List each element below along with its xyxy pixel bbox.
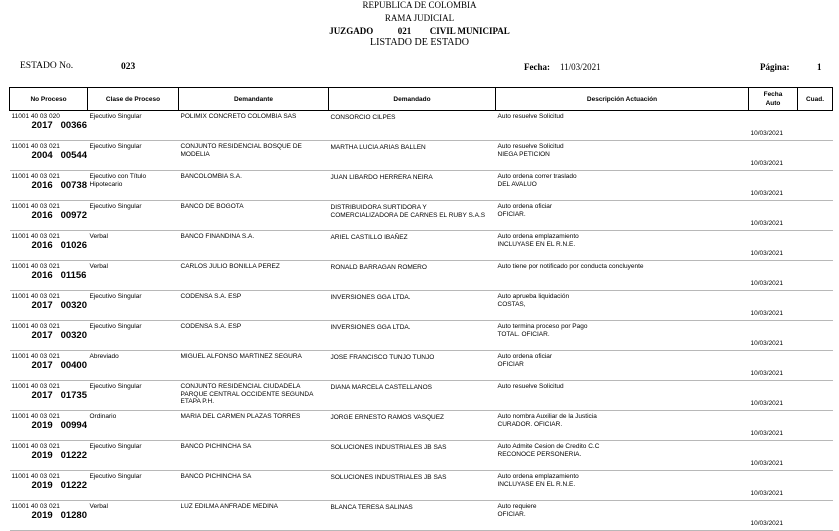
cell-cuad bbox=[798, 441, 833, 471]
proceso-numero: 00994 bbox=[60, 419, 87, 431]
cell-demandante: LUZ EDILMA ANFRADE MEDINA bbox=[179, 501, 329, 531]
proceso-radicado bbox=[12, 511, 86, 521]
header-branch: RAMA JUDICIAL bbox=[384, 13, 455, 23]
cell-demandado: JOSE FRANCISCO TUNJO TUNJO bbox=[329, 351, 496, 381]
cell-clase: Ejecutivo Singular bbox=[88, 111, 179, 141]
cell-proceso bbox=[10, 171, 88, 201]
proceso-radicado bbox=[12, 451, 86, 461]
cell-cuad bbox=[798, 411, 833, 441]
col-demandado: Demandado bbox=[329, 88, 496, 111]
col-clase: Clase de Proceso bbox=[88, 88, 179, 111]
actuacion-detalle: OFICIAR. bbox=[497, 210, 526, 218]
cell-demandado: CONSORCIO CILPES bbox=[329, 111, 496, 141]
proceso-anio: 2016 bbox=[31, 239, 53, 251]
cell-clase: Ejecutivo con Título Hipotecario bbox=[88, 171, 179, 201]
cell-fecha-auto: 10/03/2021 bbox=[749, 171, 798, 201]
estado-value: 023 bbox=[121, 62, 136, 72]
cell-demandante: BANCO FINANDINA S.A. bbox=[179, 231, 329, 261]
cell-cuad bbox=[798, 111, 833, 141]
estado-table bbox=[9, 87, 833, 531]
table-row bbox=[10, 111, 833, 141]
cell-demandante: CONJUNTO RESIDENCIAL BOSQUE DE MODELIA bbox=[179, 141, 329, 171]
court-number: 021 bbox=[397, 26, 412, 36]
cell-cuad bbox=[798, 141, 833, 171]
cell-clase: Ejecutivo Singular bbox=[88, 141, 179, 171]
cell-cuad bbox=[798, 261, 833, 291]
cell-fecha-auto: 10/03/2021 bbox=[749, 501, 798, 531]
table-row bbox=[10, 471, 833, 501]
table-row bbox=[10, 291, 833, 321]
cell-demandante: BANCO DE BOGOTA bbox=[179, 201, 329, 231]
proceso-numero: 01156 bbox=[60, 269, 87, 281]
cell-demandante: BANCOLOMBIA S.A. bbox=[179, 171, 329, 201]
cell-demandante: CODENSA S.A. ESP bbox=[179, 321, 329, 351]
cell-descripcion bbox=[496, 321, 749, 351]
cell-cuad bbox=[798, 381, 833, 411]
cell-demandante: BANCO PICHINCHA SA bbox=[179, 471, 329, 501]
cell-fecha-auto: 10/03/2021 bbox=[749, 291, 798, 321]
cell-demandado: MARTHA LUCIA ARIAS BALLEN bbox=[329, 141, 496, 171]
cell-cuad bbox=[798, 291, 833, 321]
cell-cuad bbox=[798, 501, 833, 531]
actuacion-detalle: OFICIAR bbox=[497, 360, 524, 368]
actuacion-text: Auto resuelve Solicitud bbox=[497, 113, 564, 120]
actuacion-detalle: NIEGA PETICION bbox=[497, 150, 550, 158]
cell-descripcion bbox=[496, 381, 749, 411]
actuacion-detalle: INCLUYASE EN EL R.N.E. bbox=[497, 240, 576, 248]
cell-descripcion bbox=[496, 471, 749, 501]
cell-proceso bbox=[10, 411, 88, 441]
actuacion-text: Auto termina proceso por Pago bbox=[497, 323, 588, 330]
cell-cuad bbox=[798, 351, 833, 381]
cell-proceso bbox=[10, 381, 88, 411]
col-proceso: No Proceso bbox=[10, 88, 88, 111]
cell-demandado: DISTRIBUIDORA SURTIDORA Y COMERCIALIZADORA DE CARNES EL RUBY S.A.S bbox=[329, 201, 496, 231]
proceso-anio: 2019 bbox=[31, 509, 53, 521]
page-title: LISTADO DE ESTADO bbox=[370, 37, 469, 48]
table-header-row bbox=[10, 88, 833, 111]
cell-fecha-auto: 10/03/2021 bbox=[749, 201, 798, 231]
proceso-radicado bbox=[12, 121, 86, 131]
proceso-numero: 01735 bbox=[60, 389, 87, 401]
proceso-radicado bbox=[12, 151, 86, 161]
table-row bbox=[10, 261, 833, 291]
cell-descripcion bbox=[496, 231, 749, 261]
cell-proceso bbox=[10, 291, 88, 321]
cell-proceso bbox=[10, 351, 88, 381]
proceso-anio: 2017 bbox=[31, 359, 53, 371]
cell-fecha-auto: 10/03/2021 bbox=[749, 141, 798, 171]
actuacion-detalle: TOTAL. OFICIAR. bbox=[497, 330, 550, 338]
cell-descripcion bbox=[496, 411, 749, 441]
cell-clase: Ejecutivo Singular bbox=[88, 441, 179, 471]
proceso-anio: 2019 bbox=[31, 479, 53, 491]
cell-descripcion bbox=[496, 351, 749, 381]
actuacion-text: Auto ordena emplazamiento bbox=[497, 233, 579, 240]
pagina-label: Página: bbox=[760, 62, 790, 72]
proceso-codigo: 11001 40 03 021 bbox=[11, 323, 60, 330]
cell-clase: Abreviado bbox=[88, 351, 179, 381]
actuacion-text: Auto tiene por notificado por conducta concluyente bbox=[497, 263, 644, 270]
table-row bbox=[10, 141, 833, 171]
proceso-anio: 2017 bbox=[31, 119, 53, 131]
estado-label: ESTADO No. bbox=[20, 61, 74, 71]
proceso-codigo: 11001 40 03 021 bbox=[11, 503, 60, 510]
cell-cuad bbox=[798, 471, 833, 501]
proceso-radicado bbox=[12, 331, 86, 341]
cell-demandado: BLANCA TERESA SALINAS bbox=[329, 501, 496, 531]
proceso-codigo: 11001 40 03 021 bbox=[11, 263, 60, 270]
proceso-anio: 2019 bbox=[31, 419, 53, 431]
proceso-radicado bbox=[12, 481, 86, 491]
cell-proceso bbox=[10, 441, 88, 471]
cell-fecha-auto: 10/03/2021 bbox=[749, 381, 798, 411]
actuacion-text: Auto ordena emplazamiento bbox=[497, 473, 579, 480]
cell-demandado: RONALD BARRAGAN ROMERO bbox=[329, 261, 496, 291]
cell-demandante: CARLOS JULIO BONILLA PEREZ bbox=[179, 261, 329, 291]
proceso-numero: 00320 bbox=[60, 329, 87, 341]
cell-demandante: CONJUNTO RESIDENCIAL CIUDADELA PARQUE CENTRAL OCCIDENTE SEGUNDA ETAPA P.H. bbox=[179, 381, 329, 411]
proceso-anio: 2017 bbox=[31, 329, 53, 341]
cell-descripcion bbox=[496, 261, 749, 291]
table-row bbox=[10, 441, 833, 471]
proceso-codigo: 11001 40 03 021 bbox=[11, 203, 60, 210]
cell-clase: Verbal bbox=[88, 231, 179, 261]
proceso-radicado bbox=[12, 421, 86, 431]
proceso-codigo: 11001 40 03 020 bbox=[11, 113, 60, 120]
col-fecha-line1: Fecha bbox=[763, 91, 783, 98]
cell-demandado: ARIEL CASTILLO IBAÑEZ bbox=[329, 231, 496, 261]
cell-descripcion bbox=[496, 111, 749, 141]
header-country: REPUBLICA DE COLOMBIA bbox=[362, 0, 477, 10]
proceso-numero: 01222 bbox=[60, 449, 87, 461]
proceso-codigo: 11001 40 03 021 bbox=[11, 413, 60, 420]
cell-fecha-auto: 10/03/2021 bbox=[749, 261, 798, 291]
table-row bbox=[10, 381, 833, 411]
header-court bbox=[0, 26, 839, 36]
actuacion-text: Auto requiere bbox=[497, 503, 537, 510]
cell-proceso bbox=[10, 501, 88, 531]
col-fecha-line2: Auto bbox=[765, 100, 781, 107]
col-descripcion: Descripción Actuación bbox=[496, 88, 749, 111]
cell-demandante: POLIMIX CONCRETO COLOMBIA SAS bbox=[179, 111, 329, 141]
cell-descripcion bbox=[496, 171, 749, 201]
actuacion-detalle: OFICIAR. bbox=[497, 510, 526, 518]
table-row bbox=[10, 351, 833, 381]
proceso-numero: 00972 bbox=[60, 209, 87, 221]
proceso-numero: 00544 bbox=[60, 149, 87, 161]
cell-fecha-auto: 10/03/2021 bbox=[749, 231, 798, 261]
cell-cuad bbox=[798, 171, 833, 201]
cell-demandado: JUAN LIBARDO HERRERA NEIRA bbox=[329, 171, 496, 201]
cell-demandado: INVERSIONES GGA LTDA. bbox=[329, 291, 496, 321]
proceso-radicado bbox=[12, 361, 86, 371]
proceso-numero: 00738 bbox=[60, 179, 87, 191]
table-row bbox=[10, 171, 833, 201]
proceso-numero: 00400 bbox=[60, 359, 87, 371]
proceso-radicado bbox=[12, 301, 86, 311]
actuacion-text: Auto resuelve Solicitud bbox=[497, 383, 564, 390]
proceso-codigo: 11001 40 03 021 bbox=[11, 143, 60, 150]
actuacion-text: Auto nombra Auxiliar de la Justicia bbox=[497, 413, 597, 420]
cell-demandante: MARIA DEL CARMEN PLAZAS TORRES bbox=[179, 411, 329, 441]
proceso-radicado bbox=[12, 211, 86, 221]
proceso-anio: 2017 bbox=[31, 389, 53, 401]
table-row bbox=[10, 501, 833, 531]
cell-cuad bbox=[798, 231, 833, 261]
proceso-numero: 01222 bbox=[60, 479, 87, 491]
cell-clase: Verbal bbox=[88, 261, 179, 291]
actuacion-detalle: DEL AVALUO bbox=[497, 180, 537, 188]
cell-proceso bbox=[10, 111, 88, 141]
cell-clase: Ejecutivo Singular bbox=[88, 471, 179, 501]
cell-clase: Ejecutivo Singular bbox=[88, 291, 179, 321]
proceso-codigo: 11001 40 03 021 bbox=[11, 293, 60, 300]
cell-demandado: SOLUCIONES INDUSTRIALES JB SAS bbox=[329, 471, 496, 501]
proceso-numero: 00366 bbox=[60, 119, 87, 131]
court-label: JUZGADO bbox=[329, 26, 374, 36]
pagina-value: 1 bbox=[817, 62, 822, 72]
cell-demandante: CODENSA S.A. ESP bbox=[179, 291, 329, 321]
cell-descripcion bbox=[496, 501, 749, 531]
cell-clase: Verbal bbox=[88, 501, 179, 531]
cell-clase: Ejecutivo Singular bbox=[88, 321, 179, 351]
cell-descripcion bbox=[496, 441, 749, 471]
proceso-codigo: 11001 40 03 021 bbox=[11, 233, 60, 240]
proceso-anio: 2016 bbox=[31, 209, 53, 221]
actuacion-text: Auto aprueba liquidación bbox=[497, 293, 570, 300]
proceso-codigo: 11001 40 03 021 bbox=[11, 383, 60, 390]
actuacion-detalle: INCLUYASE EN EL R.N.E. bbox=[497, 480, 576, 488]
cell-fecha-auto: 10/03/2021 bbox=[749, 411, 798, 441]
cell-proceso bbox=[10, 471, 88, 501]
proceso-anio: 2017 bbox=[31, 299, 53, 311]
proceso-numero: 01280 bbox=[60, 509, 87, 521]
cell-clase: Ordinario bbox=[88, 411, 179, 441]
cell-fecha-auto: 10/03/2021 bbox=[749, 471, 798, 501]
cell-demandado: DIANA MARCELA CASTELLANOS bbox=[329, 381, 496, 411]
proceso-codigo: 11001 40 03 021 bbox=[11, 473, 60, 480]
actuacion-text: Auto ordena oficiar bbox=[497, 203, 553, 210]
cell-proceso bbox=[10, 141, 88, 171]
cell-demandante: BANCO PICHINCHA SA bbox=[179, 441, 329, 471]
cell-fecha-auto: 10/03/2021 bbox=[749, 111, 798, 141]
col-cuad: Cuad. bbox=[798, 88, 833, 111]
fecha-value: 11/03/2021 bbox=[560, 62, 601, 72]
cell-proceso bbox=[10, 201, 88, 231]
proceso-radicado bbox=[12, 391, 86, 401]
proceso-anio: 2019 bbox=[31, 449, 53, 461]
cell-descripcion bbox=[496, 291, 749, 321]
cell-fecha-auto: 10/03/2021 bbox=[749, 321, 798, 351]
court-type: CIVIL MUNICIPAL bbox=[429, 26, 510, 36]
cell-descripcion bbox=[496, 201, 749, 231]
cell-fecha-auto: 10/03/2021 bbox=[749, 441, 798, 471]
cell-demandado: SOLUCIONES INDUSTRIALES JB SAS bbox=[329, 441, 496, 471]
proceso-numero: 01026 bbox=[60, 239, 87, 251]
cell-proceso bbox=[10, 261, 88, 291]
col-fecha-auto bbox=[749, 88, 798, 111]
proceso-numero: 00320 bbox=[60, 299, 87, 311]
actuacion-text: Auto ordena oficiar bbox=[497, 353, 553, 360]
actuacion-detalle: COSTAS, bbox=[497, 300, 526, 308]
actuacion-detalle: RECONOCE PERSONERIA. bbox=[497, 450, 582, 458]
cell-demandante: MIGUEL ALFONSO MARTINEZ SEGURA bbox=[179, 351, 329, 381]
actuacion-text: Auto resuelve Solicitud bbox=[497, 143, 564, 150]
proceso-codigo: 11001 40 03 021 bbox=[11, 353, 60, 360]
proceso-anio: 2016 bbox=[31, 179, 53, 191]
cell-demandado: JORGE ERNESTO RAMOS VASQUEZ bbox=[329, 411, 496, 441]
table-row bbox=[10, 201, 833, 231]
proceso-radicado bbox=[12, 181, 86, 191]
proceso-radicado bbox=[12, 241, 86, 251]
actuacion-text: Auto Admite Cesion de Credito C.C bbox=[497, 443, 600, 450]
cell-demandado: INVERSIONES GGA LTDA. bbox=[329, 321, 496, 351]
cell-proceso bbox=[10, 321, 88, 351]
table-row bbox=[10, 321, 833, 351]
proceso-radicado bbox=[12, 271, 86, 281]
cell-cuad bbox=[798, 321, 833, 351]
col-demandante: Demandante bbox=[179, 88, 329, 111]
cell-descripcion bbox=[496, 141, 749, 171]
table-row bbox=[10, 231, 833, 261]
cell-fecha-auto: 10/03/2021 bbox=[749, 351, 798, 381]
proceso-codigo: 11001 40 03 021 bbox=[11, 173, 60, 180]
table-row bbox=[10, 411, 833, 441]
actuacion-text: Auto ordena correr traslado bbox=[497, 173, 577, 180]
cell-clase: Ejecutivo Singular bbox=[88, 381, 179, 411]
cell-proceso bbox=[10, 231, 88, 261]
actuacion-detalle: CURADOR. OFICIAR. bbox=[497, 420, 563, 428]
cell-cuad bbox=[798, 201, 833, 231]
proceso-codigo: 11001 40 03 021 bbox=[11, 443, 60, 450]
cell-clase: Ejecutivo Singular bbox=[88, 201, 179, 231]
proceso-anio: 2016 bbox=[31, 269, 53, 281]
fecha-label: Fecha: bbox=[524, 62, 550, 72]
proceso-anio: 2004 bbox=[31, 149, 53, 161]
